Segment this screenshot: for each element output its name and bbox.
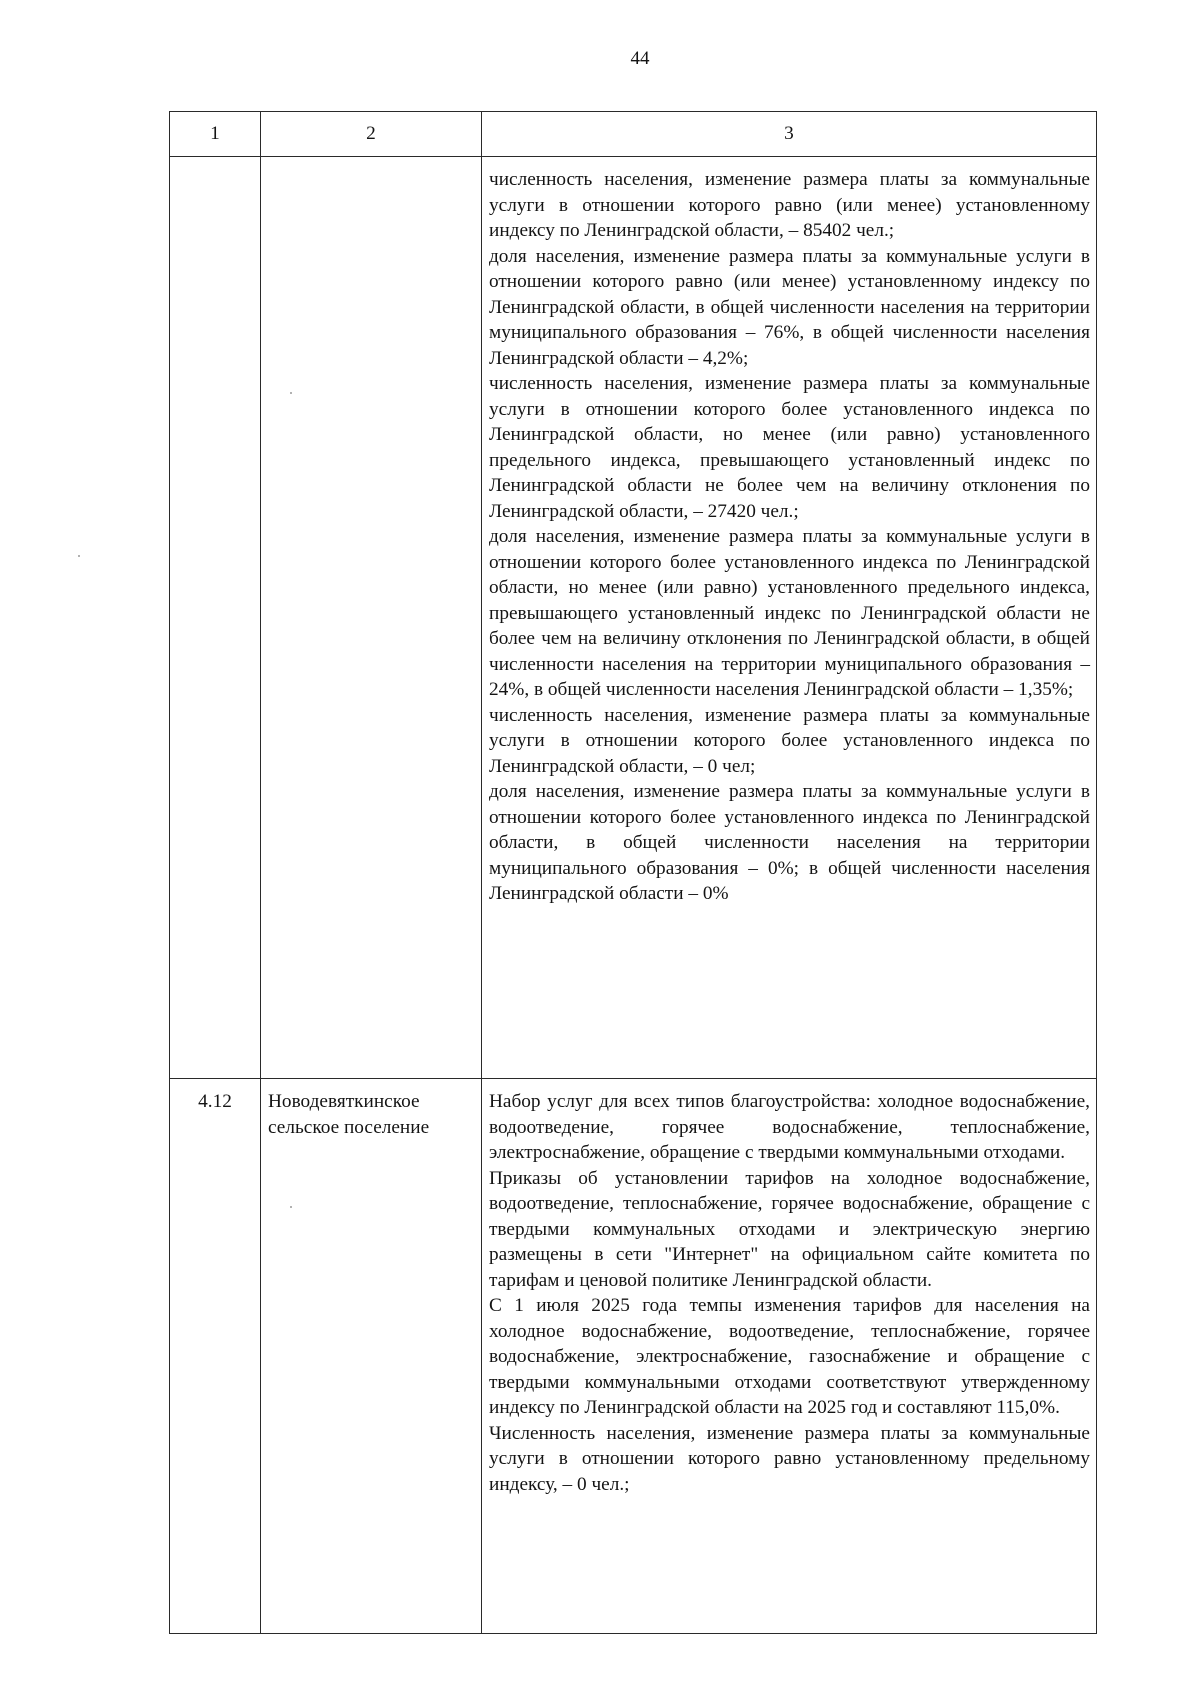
description-cell xyxy=(482,157,1097,1079)
column-header-3: 3 xyxy=(482,112,1097,157)
scan-speck xyxy=(78,555,80,557)
paragraph: численность населения, изменение размера платы за коммунальные услуги в отношении которого более установленного индекса по Ленинградской области, но менее (или равно) установленного предельного индекса, превышающего установленный индекс по Ленинградской области не более чем на величину отклонения по Ленинградской области, – 27420 чел.; xyxy=(489,373,1090,522)
row-number xyxy=(170,157,261,1079)
paragraph: Набор услуг для всех типов благоустройства: холодное водоснабжение, водоотведение, горячее водоснабжение, теплоснабжение, электроснабжение, обращение с твердыми коммунальными отходами. xyxy=(489,1091,1090,1163)
paragraph: численность населения, изменение размера платы за коммунальные услуги в отношении которого более установленного индекса по Ленинградской области, – 0 чел; xyxy=(489,704,1090,777)
column-header-1: 1 xyxy=(170,112,261,157)
paragraph: Приказы об установлении тарифов на холодное водоснабжение, водоотведение, теплоснабжение, горячее водоснабжение, обращение с твердыми коммунальных отходами и электрическую энергию размещены в сети "Интернет" на официальном сайте комитета по тарифам и ценовой политике Ленинградской области. xyxy=(489,1167,1090,1291)
scan-speck xyxy=(290,392,292,394)
column-header-2: 2 xyxy=(261,112,482,157)
paragraph: доля населения, изменение размера платы за коммунальные услуги в отношении которого равно (или менее) установленному индексу по Ленинградской области, в общей численности населения на территории муниципального образования – 76%, в общей численности населения Ленинградской области – 4,2%; xyxy=(489,245,1090,369)
paragraph: доля населения, изменение размера платы за коммунальные услуги в отношении которого более установленного индекса по Ленинградской области, но менее (или равно) установленного предельного индекса, превышающего установленный индекс по Ленинградской области не более чем на величину отклонения по Ленинградской области, в общей численности населения на территории муниципального образования – 24%, в общей численности населения Ленинградской области – 1,35%; xyxy=(489,526,1090,700)
municipality-name: Новодевяткинское сельское поселение xyxy=(261,1079,482,1634)
header-row xyxy=(170,112,1097,157)
paragraph: доля населения, изменение размера платы за коммунальные услуги в отношении которого более установленного индекса по Ленинградской области, в общей численности населения на территории муниципального образования – 0%; в общей численности населения Ленинградской области – 0% xyxy=(489,781,1090,904)
paragraph: С 1 июля 2025 года темпы изменения тарифов для населения на холодное водоснабжение, водоотведение, теплоснабжение, горячее водоснабжение, электроснабжение, газоснабжение и обращение с твердыми коммунальными отходами соответствуют утвержденному индексу по Ленинградской области на 2025 год и составляют 115,0%. xyxy=(489,1295,1090,1418)
data-table xyxy=(169,111,1097,1634)
paragraph: численность населения, изменение размера платы за коммунальные услуги в отношении которого равно (или менее) установленному индексу по Ленинградской области, – 85402 чел.; xyxy=(489,169,1090,241)
table-row xyxy=(170,1079,1097,1634)
municipality-name xyxy=(261,157,482,1079)
description-cell xyxy=(482,1079,1097,1634)
table-row xyxy=(170,157,1097,1079)
paragraph: Численность населения, изменение размера платы за коммунальные услуги в отношении которого равно установленному предельному индексу, – 0 чел.; xyxy=(489,1422,1090,1495)
scan-speck xyxy=(290,1206,292,1208)
page-number: 44 xyxy=(630,48,650,69)
row-number: 4.12 xyxy=(170,1079,261,1634)
